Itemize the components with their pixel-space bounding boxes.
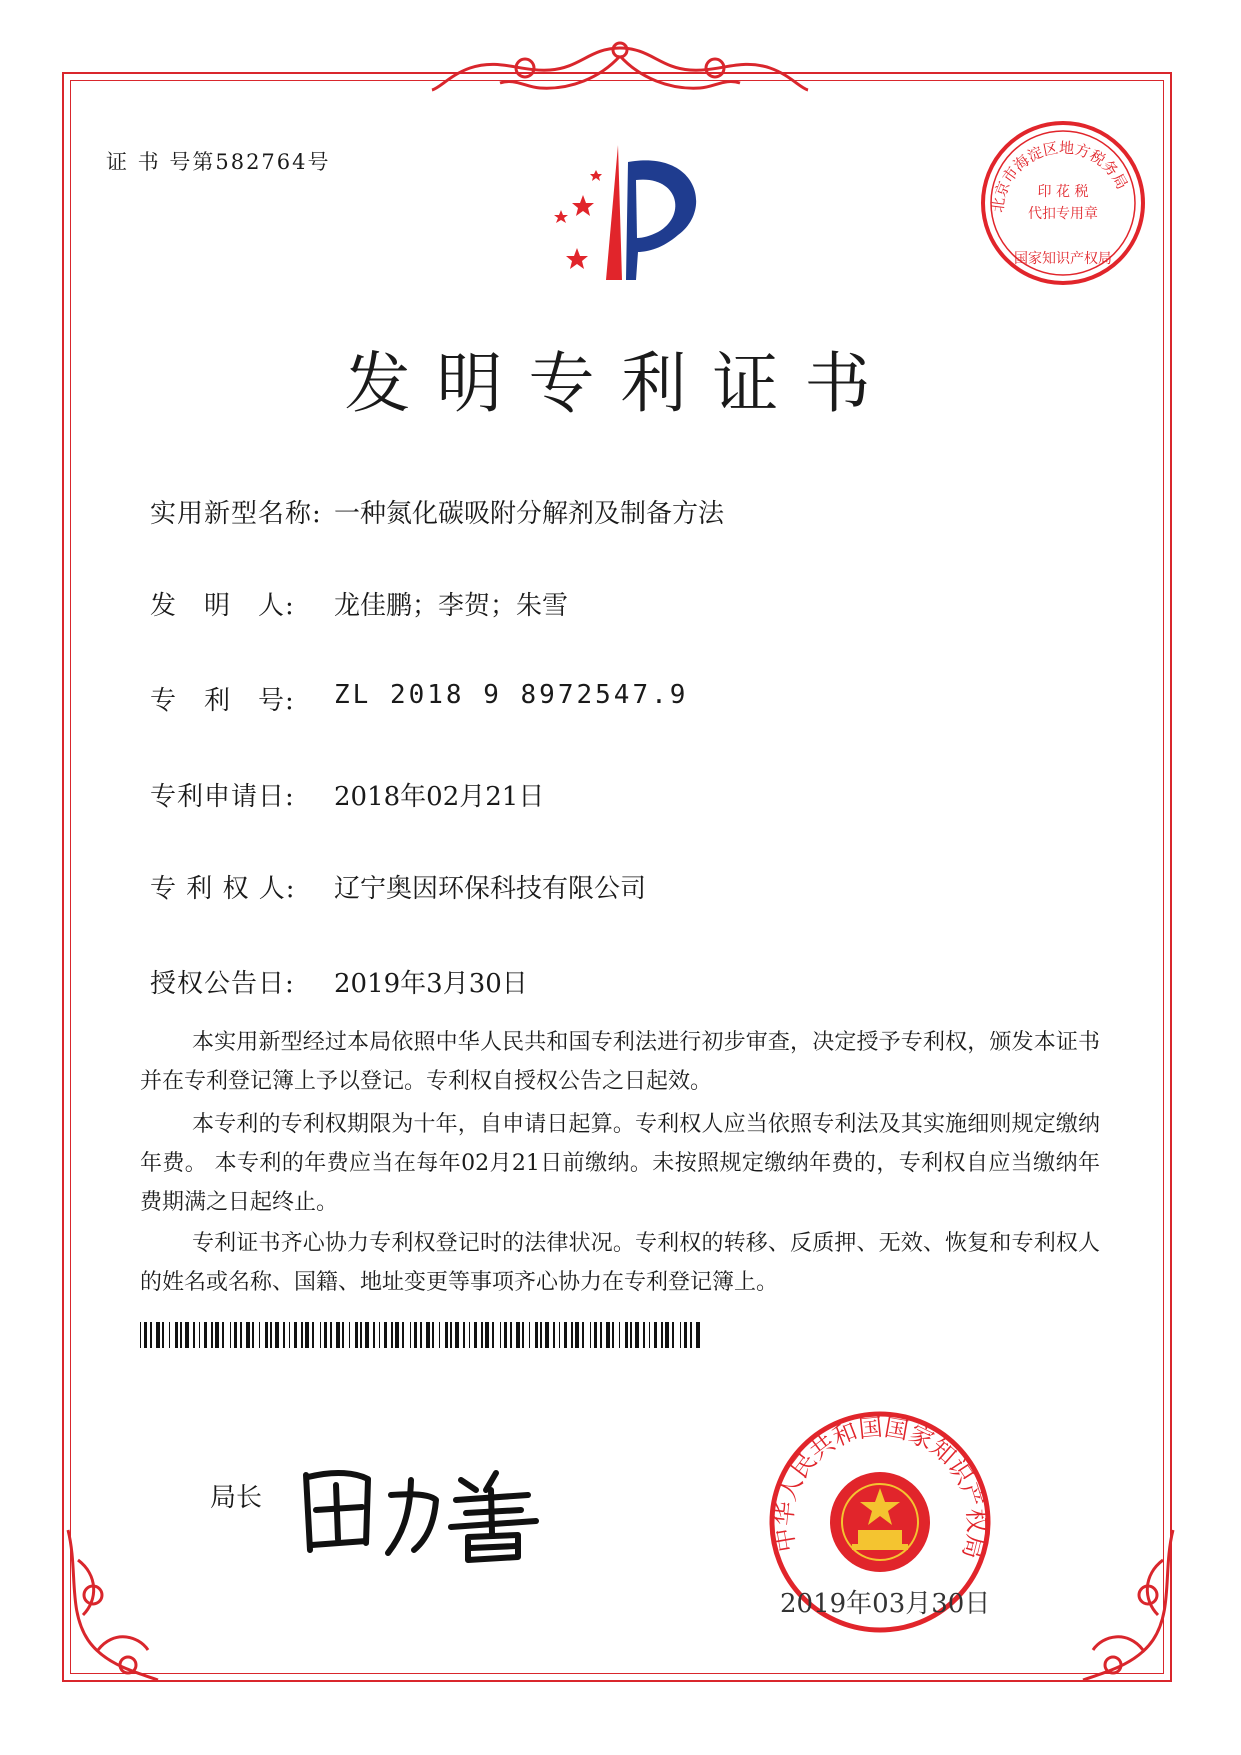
barcode-bar: [185, 1322, 189, 1348]
field-application-date: [150, 776, 544, 813]
barcode-bar: [571, 1322, 573, 1348]
field-value: ZL 2018 9 8972547.9: [334, 680, 689, 710]
barcode-bar: [504, 1322, 507, 1348]
field-inventors: [150, 585, 568, 622]
barcode-bar: [395, 1322, 399, 1348]
barcode-bar: [463, 1322, 465, 1348]
barcode-bar: [384, 1322, 387, 1348]
barcode-bar: [211, 1322, 213, 1348]
barcode-bar: [612, 1322, 614, 1348]
field-value: 2018年02月21日: [334, 782, 545, 812]
field-label: 专 利 权 人:: [150, 874, 296, 904]
field-label: 授权公告日:: [150, 969, 295, 999]
barcode-bar: [204, 1322, 207, 1348]
barcode-bar: [169, 1322, 170, 1348]
barcode-bar: [324, 1322, 327, 1348]
field-value: 2019年3月30日: [334, 969, 528, 999]
barcode-bar: [450, 1322, 452, 1348]
field-grant-date: [150, 963, 528, 1000]
barcode-bar: [294, 1322, 297, 1348]
barcode-bar: [545, 1322, 549, 1348]
tax-stamp-seal-icon: [978, 118, 1148, 288]
barcode-bar: [672, 1322, 674, 1348]
field-utility-model-name: [150, 493, 724, 530]
barcode-bar: [175, 1322, 178, 1348]
barcode-bar: [312, 1322, 314, 1348]
barcode-bar: [690, 1322, 692, 1348]
barcode-bar: [162, 1322, 164, 1348]
barcode-bar: [439, 1322, 440, 1348]
field-label: 实用新型名称:: [150, 499, 322, 529]
barcode-bar: [342, 1322, 344, 1348]
barcode-bar: [230, 1322, 231, 1348]
barcode-bar: [529, 1322, 530, 1348]
barcode-bar: [696, 1322, 700, 1348]
barcode-bar: [252, 1322, 254, 1348]
barcode-bar: [150, 1322, 152, 1348]
field-value: 龙佳鹏；李贺；朱雪: [334, 591, 569, 621]
barcode-bar: [684, 1322, 687, 1348]
barcode-bar: [649, 1322, 650, 1348]
barcode: [140, 1322, 702, 1348]
barcode-bar: [625, 1322, 628, 1348]
certificate-title: 发明专利证书: [344, 345, 897, 422]
barcode-bar: [535, 1322, 538, 1348]
barcode-bar: [485, 1322, 489, 1348]
barcode-bar: [553, 1322, 555, 1348]
barcode-bar: [391, 1322, 393, 1348]
barcode-bar: [246, 1322, 250, 1348]
field-patent-number: [150, 680, 688, 717]
barcode-bar: [455, 1322, 459, 1348]
barcode-bar: [590, 1322, 591, 1348]
field-value: 一种氮化碳吸附分解剂及制备方法: [334, 499, 725, 529]
barcode-bar: [275, 1322, 279, 1348]
certificate-number: 证 书 号第582764号: [106, 150, 331, 174]
barcode-bar: [606, 1322, 610, 1348]
barcode-bar: [665, 1322, 669, 1348]
barcode-bar: [349, 1322, 350, 1348]
svg-text:代扣专用章: 代扣专用章: [1028, 206, 1098, 222]
barcode-bar: [240, 1322, 242, 1348]
barcode-bar: [283, 1322, 285, 1348]
barcode-bar: [156, 1322, 160, 1348]
barcode-bar: [643, 1322, 645, 1348]
barcode-bar: [630, 1322, 632, 1348]
barcode-bar: [594, 1322, 597, 1348]
svg-text:北京市海淀区地方税务局: 北京市海淀区地方税务局: [988, 138, 1132, 214]
barcode-bar: [365, 1322, 369, 1348]
barcode-bar: [259, 1322, 260, 1348]
barcode-bar: [330, 1322, 332, 1348]
body-paragraph-2: 本专利的专利权期限为十年，自申请日起算。专利权人应当依照专利法及其实施细则规定缴纳年费。 本专利的年费应当在每年02月21日前缴纳。未按照规定缴纳年费的，专利权自应当缴纳年费期满之日起终止。: [140, 1112, 1100, 1215]
signature-date: 2019年03月30日: [780, 1589, 991, 1619]
barcode-bar: [619, 1322, 620, 1348]
field-label: 专利申请日:: [150, 782, 295, 812]
barcode-bar: [575, 1322, 579, 1348]
barcode-bar: [336, 1322, 340, 1348]
body-paragraph-1: 本实用新型经过本局依照中华人民共和国专利法进行初步审查，决定授予专利权，颁发本证书并在专利登记簿上予以登记。专利权自授权公告之日起效。: [140, 1030, 1100, 1094]
barcode-bar: [144, 1322, 147, 1348]
barcode-bar: [500, 1322, 501, 1348]
barcode-bar: [654, 1322, 657, 1348]
field-value: 辽宁奥因环保科技有限公司: [334, 874, 647, 904]
barcode-bar: [582, 1322, 584, 1348]
barcode-bar: [492, 1322, 494, 1348]
director-label: 局长: [210, 1483, 263, 1513]
barcode-bar: [193, 1322, 195, 1348]
barcode-bar: [680, 1322, 681, 1348]
barcode-bar: [222, 1322, 224, 1348]
barcode-bar: [469, 1322, 470, 1348]
barcode-bar: [360, 1322, 362, 1348]
barcode-bar: [600, 1322, 602, 1348]
barcode-bar: [522, 1322, 524, 1348]
svg-text:国家知识产权局: 国家知识产权局: [1014, 251, 1112, 267]
body-paragraph-3: 专利证书齐心协力专利权登记时的法律状况。专利权的转移、反质押、无效、恢复和专利权人的姓名或名称、国籍、地址变更等事项齐心协力在专利登记簿上。: [140, 1231, 1100, 1295]
barcode-bar: [215, 1322, 219, 1348]
barcode-bar: [564, 1322, 567, 1348]
barcode-bar: [373, 1322, 375, 1348]
barcode-bar: [559, 1322, 560, 1348]
barcode-bar: [474, 1322, 477, 1348]
barcode-bar: [199, 1322, 200, 1348]
barcode-bar: [414, 1322, 417, 1348]
top-ornament: [430, 38, 810, 108]
barcode-bar: [426, 1322, 430, 1348]
barcode-bar: [379, 1322, 380, 1348]
bottom-left-ornament: [58, 1520, 168, 1690]
barcode-bar: [355, 1322, 358, 1348]
field-label: 发 明 人:: [150, 591, 295, 621]
barcode-bar: [432, 1322, 434, 1348]
barcode-bar: [234, 1322, 237, 1348]
barcode-bar: [265, 1322, 268, 1348]
barcode-bar: [305, 1322, 309, 1348]
svg-text:印 花 税: 印 花 税: [1037, 184, 1089, 200]
barcode-bar: [510, 1322, 512, 1348]
svg-text:中华人民共和国国家知识产权局: 中华人民共和国国家知识产权局: [769, 1413, 991, 1562]
patent-office-emblem-icon: [528, 140, 718, 290]
director-signature: [296, 1455, 546, 1565]
barcode-bar: [320, 1322, 321, 1348]
barcode-bar: [540, 1322, 542, 1348]
barcode-bar: [410, 1322, 411, 1348]
barcode-bar: [516, 1322, 520, 1348]
bottom-right-ornament: [1073, 1520, 1183, 1690]
barcode-bar: [402, 1322, 404, 1348]
barcode-bar: [301, 1322, 303, 1348]
barcode-bar: [289, 1322, 290, 1348]
barcode-bar: [481, 1322, 483, 1348]
barcode-bar: [420, 1322, 422, 1348]
barcode-bar: [270, 1322, 272, 1348]
barcode-bar: [445, 1322, 448, 1348]
barcode-bar: [180, 1322, 182, 1348]
field-label: 专 利 号:: [150, 686, 295, 716]
barcode-bar: [140, 1322, 141, 1348]
barcode-bar: [635, 1322, 639, 1348]
barcode-bar: [661, 1322, 663, 1348]
field-patentee: [150, 868, 646, 905]
